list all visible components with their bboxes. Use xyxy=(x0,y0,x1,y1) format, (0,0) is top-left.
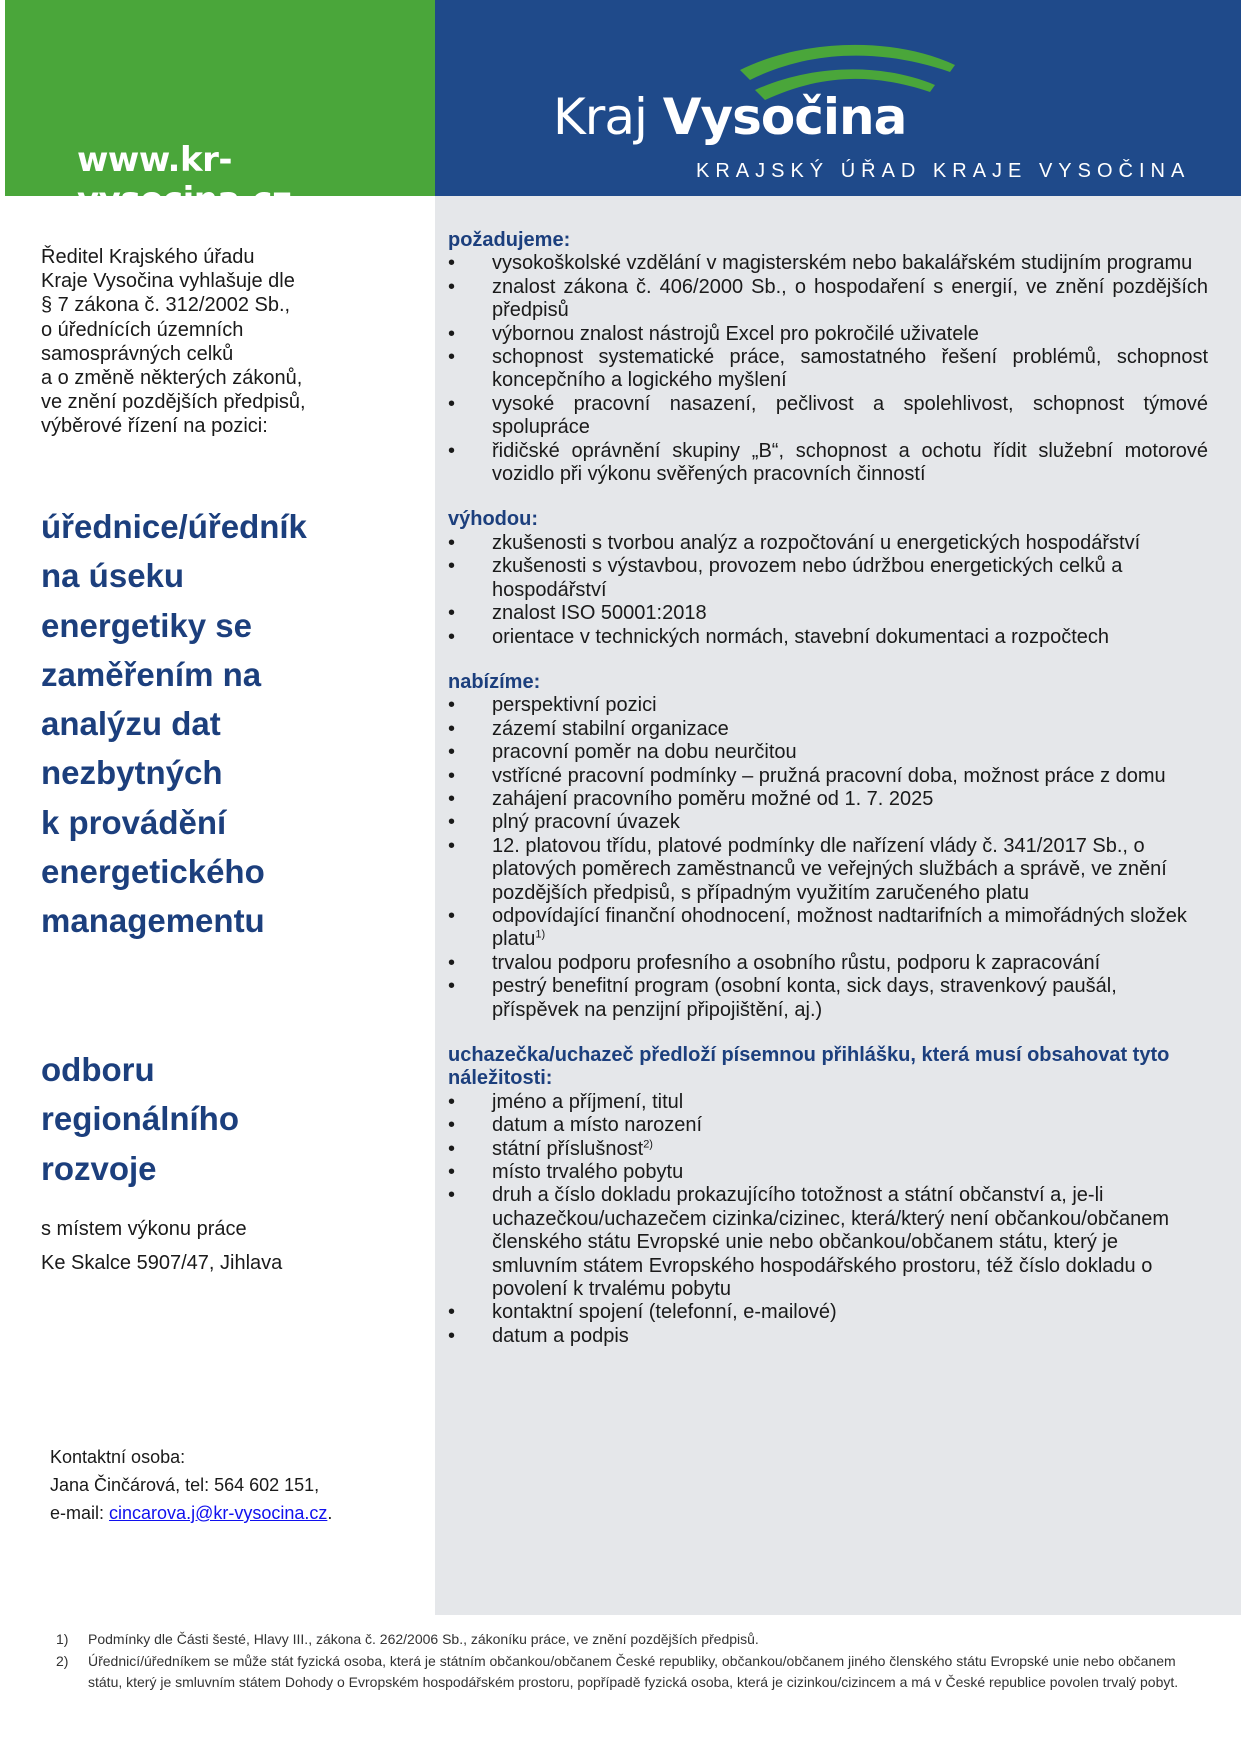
section-list xyxy=(448,532,1208,649)
list-item: • datum a místo narození xyxy=(448,1114,1208,1137)
position-title-line: energetického xyxy=(41,853,265,891)
list-item: • kontaktní spojení (telefonní, e-mailové) xyxy=(448,1301,1208,1324)
intro-line: Kraje Vysočina vyhlašuje dle xyxy=(41,270,295,293)
department-line: odboru xyxy=(41,1051,155,1088)
contact-name-phone: Jana Činčárová, tel: 564 602 151, xyxy=(50,1475,320,1495)
position-title-line: managementu xyxy=(41,902,265,940)
contact-email-end: . xyxy=(327,1503,333,1523)
section-pozadujeme xyxy=(448,229,1208,486)
list-item: • vysoké pracovní nasazení, pečlivost a spolehlivost, schopnost týmové spolupráce xyxy=(448,393,1208,440)
footnote xyxy=(56,1651,1186,1694)
list-item: • pestrý benefitní program (osobní konta, sick days, stravenkový paušál, příspěvek na penzijní připojištění, aj.) xyxy=(448,975,1208,1022)
list-item: • znalost zákona č. 406/2000 Sb., o hospodaření s energií, ve znění pozdějších předpisů xyxy=(448,276,1208,323)
position-title-line: energetiky se xyxy=(41,606,252,644)
footnote-ref: 2) xyxy=(643,1137,653,1150)
footnote-number: 2) xyxy=(56,1652,69,1669)
footnote-text: Úřednicí/úředníkem se může stát fyzická osoba, která je státním občankou/občanem České republiky, občankou/občanem jiného členského státu Evropské unie nebo občanem státu, který je smluvním státem Dohody o Evropském hospodářském prostoru, popřípadě fyzická osoba, která je cizinkou/cizincem a má v České republice povolen trvalý pobyt. xyxy=(88,1652,1179,1690)
section-vyhodou xyxy=(448,508,1208,648)
intro-line: a o změně některých zákonů, xyxy=(41,367,303,390)
list-item: • pracovní poměr na dobu neurčitou xyxy=(448,741,1208,764)
logo-wordmark xyxy=(553,88,906,146)
list-item-text: odpovídající finanční ohodnocení, možnost nadtarifních a mimořádných složek platu xyxy=(492,904,1187,951)
department-line: regionálního xyxy=(41,1100,239,1138)
footnote-text: Podmínky dle Části šesté, Hlavy III., zákona č. 262/2006 Sb., zákoníku práce, ve znění pozdějších předpisů. xyxy=(88,1631,759,1647)
list-item: • vstřícné pracovní podmínky – pružná pracovní doba, možnost práce z domu xyxy=(448,765,1208,788)
intro-line: ve znění pozdějších předpisů, xyxy=(41,391,306,414)
section-list xyxy=(448,694,1208,1022)
office-subtitle: KRAJSKÝ ÚŘAD KRAJE VYSOČINA xyxy=(696,160,1191,182)
list-item: • zkušenosti s výstavbou, provozem nebo údržbou energetických celků a hospodářství xyxy=(448,555,1208,602)
list-item xyxy=(448,1138,1208,1161)
list-item: • datum a podpis xyxy=(448,1325,1208,1348)
section-heading: výhodou: xyxy=(448,508,538,531)
list-item: • plný pracovní úvazek xyxy=(448,811,1208,834)
section-heading: uchazečka/uchazeč předloží písemnou přihlášku, která musí obsahovat tyto náležitosti: xyxy=(448,1044,1170,1090)
list-item: • orientace v technických normách, stavební dokumentaci a rozpočtech xyxy=(448,626,1208,649)
logo-word-vysocina: Vysočina xyxy=(662,88,907,146)
position-title xyxy=(41,502,391,946)
contact-email-line xyxy=(50,1499,410,1527)
intro-line: Ředitel Krajského úřadu xyxy=(41,246,255,268)
intro-line: § 7 zákona č. 312/2002 Sb., xyxy=(41,294,291,317)
footnote-number: 1) xyxy=(56,1631,69,1647)
logo-word-kraj: Kraj xyxy=(553,88,647,146)
list-item: • schopnost systematické práce, samostatného řešení problémů, schopnost koncepčního a logického myšlení xyxy=(448,346,1208,393)
list-item: • jméno a příjmení, titul xyxy=(448,1091,1208,1114)
workplace-label: s místem výkonu práce xyxy=(41,1218,247,1240)
position-title-line: zaměřením na xyxy=(41,655,262,693)
section-heading: nabízíme: xyxy=(448,670,541,693)
position-title-line: na úseku xyxy=(41,557,185,595)
section-nabizime xyxy=(448,671,1208,1022)
list-item: • druh a číslo dokladu prokazujícího totožnost a státní občanství a, je-li uchazečkou/uchazečem cizinka/cizinec, která/který není občankou/občanem členského státu Evropské unie nebo občankou/občanem státu, který je smluvním státem Evropského hospodářského prostoru, též číslo dokladu o povolení k trvalému pobytu xyxy=(448,1184,1208,1301)
workplace xyxy=(41,1212,381,1280)
list-item: • zahájení pracovního poměru možné od 1. 7. 2025 xyxy=(448,788,1208,811)
section-uchazec xyxy=(448,1044,1208,1348)
list-item: • znalost ISO 50001:2018 xyxy=(448,602,1208,625)
section-heading: požadujeme: xyxy=(448,229,571,251)
contact-label: Kontaktní osoba: xyxy=(50,1447,186,1467)
requirements-column xyxy=(448,229,1208,1370)
list-item: • 12. platovou třídu, platové podmínky dle nařízení vlády č. 341/2017 Sb., o platových poměrech zaměstnanců ve veřejných službách a správě, ve znění pozdějších předpisů, s případným využitím zaručeného platu xyxy=(448,835,1208,905)
list-item: • zázemí stabilní organizace xyxy=(448,718,1208,741)
list-item: • řidičské oprávnění skupiny „B“, schopnost a ochotu řídit služební motorové vozidlo při výkonu svěřených pracovních činností xyxy=(448,440,1208,487)
intro-line: samosprávných celků xyxy=(41,342,234,365)
list-item: • místo trvalého pobytu xyxy=(448,1161,1208,1184)
footnote-ref: 1) xyxy=(535,928,546,941)
department-title xyxy=(41,1045,391,1193)
position-title-line: k provádění xyxy=(41,803,227,841)
list-item-text: státní příslušnost xyxy=(492,1137,644,1160)
header-green-panel xyxy=(5,0,435,220)
list-item: • trvalou podporu profesního a osobního růstu, podporu k zapracování xyxy=(448,952,1208,975)
position-title-line: nezbytných xyxy=(41,754,223,792)
intro-text xyxy=(41,245,381,439)
section-list xyxy=(448,252,1208,486)
department-line: rozvoje xyxy=(41,1149,157,1187)
website-url[interactable]: www.kr-vysocina.cz xyxy=(77,140,292,220)
contact-block xyxy=(50,1443,410,1527)
section-list xyxy=(448,1091,1208,1348)
list-item: • výbornou znalost nástrojů Excel pro pokročilé uživatele xyxy=(448,323,1208,346)
intro-line: výběrové řízení na pozici: xyxy=(41,415,268,438)
footnotes xyxy=(56,1629,1186,1694)
intro-line: o úřednících územních xyxy=(41,318,244,341)
footnote xyxy=(56,1629,1186,1651)
list-item: • perspektivní pozici xyxy=(448,694,1208,717)
list-item: • vysokoškolské vzdělání v magisterském nebo bakalářském studijním programu xyxy=(448,252,1208,275)
list-item xyxy=(448,905,1208,952)
list-item: • zkušenosti s tvorbou analýz a rozpočtování u energetických hospodářství xyxy=(448,532,1208,555)
workplace-address: Ke Skalce 5907/47, Jihlava xyxy=(41,1252,283,1274)
position-title-line: analýzu dat xyxy=(41,705,221,743)
position-title-line: úřednice/úředník xyxy=(41,508,307,545)
contact-email-label: e-mail: xyxy=(50,1503,105,1523)
contact-email-link[interactable]: cincarova.j@kr-vysocina.cz xyxy=(109,1503,328,1523)
